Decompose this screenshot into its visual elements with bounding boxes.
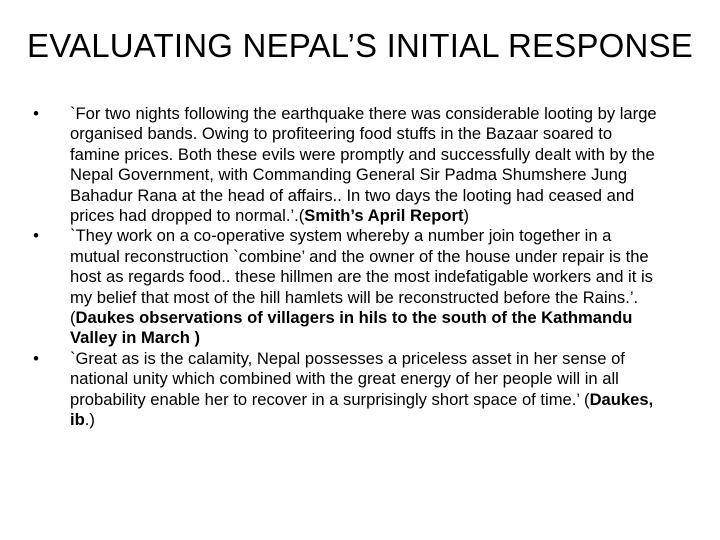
bullet-dot-icon: •	[33, 348, 39, 368]
slide-title: EVALUATING NEPAL’S INITIAL RESPONSE	[27, 27, 693, 64]
bullet-item-daukes-observations	[33, 226, 660, 348]
quote-close: )	[463, 206, 470, 226]
quote-close: .)	[84, 410, 95, 430]
quote-text: `They work on a co-operative system whereby a number join together in a mutual reconstruction `combine’ and the owner of the house under repair is the host as regards food.. these hillmen are the most indefatigable workers and it is my belief that most of the hill hamlets will be reconstructed before the Rains.’. (	[70, 226, 653, 328]
bullet-item-smith-report	[33, 104, 660, 226]
bullet-dot-icon: •	[33, 104, 39, 123]
quote-source: Smith’s April Report	[304, 206, 464, 226]
bullet-list	[33, 104, 660, 431]
quote-source: Daukes, ib	[70, 389, 654, 430]
bullet-dot-icon: •	[33, 226, 39, 246]
quote-text: `For two nights following the earthquake there was considerable looting by large organised bands. Owing to profiteering food stuffs in the Bazaar soared to famine prices. Both these evils were promptly and successfully dealt with by the Nepal Government, with Commanding General Sir Padma Shumshere Jung Bahadur Rana at the head of affairs.. In two days the looting had ceased and prices had dropped to normal.’.(	[70, 104, 657, 226]
quote-source: Daukes observations of villagers in hils to the south of the Kathmandu Valley in March )	[70, 308, 633, 348]
quote-text: `Great as is the calamity, Nepal possesses a priceless asset in her sense of national unity which combined with the great energy of her people will in all probability enable her to recover in a surprisingly short space of time.’ (	[70, 348, 625, 409]
bullet-item-daukes-ib	[33, 348, 660, 431]
